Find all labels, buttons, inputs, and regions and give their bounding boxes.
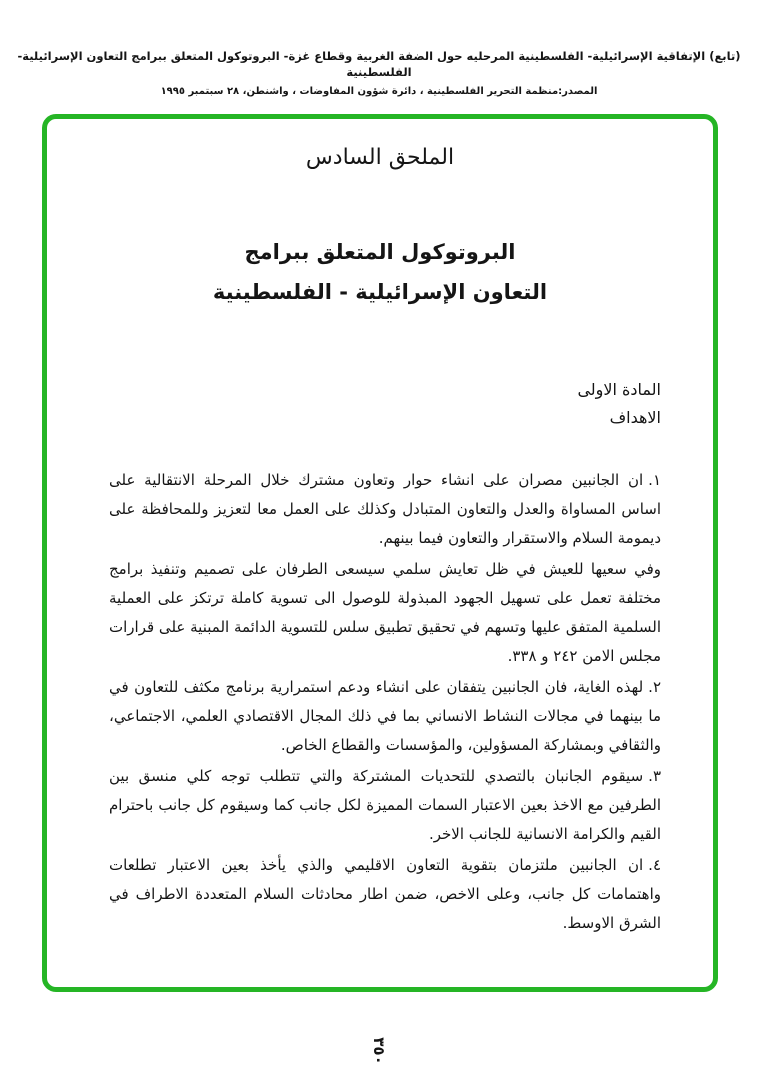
paragraph xyxy=(109,555,661,671)
paragraph-number: ٣. xyxy=(648,767,661,785)
header-title: (تابع) الإتفاقية الإسرائيلية- الفلسطينية المرحليه حول الضفة الغربية وقطاع غزة- البروتوكول المتعلق ببرامج التعاون الإسرائيلية- الفلسطينية xyxy=(17,49,741,79)
page-number: ٣٥٠ xyxy=(370,1037,388,1065)
paragraph-text: وفي سعيها للعيش في ظل تعايش سلمي سيسعى الطرفان على تصميم وتنفيذ برامج مختلفة تعمل على تسهيل الجهود المبذولة للوصول الى تسوية كاملة ترتكز على العملية السلمية المتفق عليها وتسهم في تحقيق تطبيق سلس للتسوية الدائمة المبنية على قرارات مجلس الامن ٢٤٢ و ٣٣٨. xyxy=(109,560,661,665)
article-heading: المادة الاولى xyxy=(577,380,661,399)
paragraph xyxy=(109,851,661,938)
paragraph-number: ٢. xyxy=(648,678,661,696)
paragraph-text: ان الجانبين مصران على انشاء حوار وتعاون مشترك خلال المرحلة الانتقالية على اساس المساواة والعدل والتعاون المتبادل وكذلك على العمل معا لتعزيز وللمحافظة على ديمومة السلام والاستقرار والتعاون فيما بينهم. xyxy=(109,471,661,547)
paragraph-text: ان الجانبين ملتزمان بتقوية التعاون الاقليمي والذي يأخذ بعين الاعتبار تطلعات واهتمامات كل جانب، وعلى الاخص، ضمن اطار محادثات السلام المتعددة الاطراف في الشرق الاوسط. xyxy=(109,856,661,932)
paragraph-number: ٤. xyxy=(648,856,661,874)
protocol-title-line1: البروتوكول المتعلق ببرامج xyxy=(244,240,516,264)
protocol-title-line2: التعاون الإسرائيلية - الفلسطينية xyxy=(212,280,548,304)
paragraph-list xyxy=(47,466,713,938)
document-header xyxy=(10,48,748,101)
paragraph-text: لهذه الغاية، فان الجانبين يتفقان على انشاء ودعم استمرارية برنامج مكثف للتعاون في ما بينهما في مجالات النشاط الانساني بما في ذلك المجال الاقتصادي العلمي، الاجتماعي، والثقافي وبمشاركة المسؤولين، والمؤسسات والقطاع الخاص. xyxy=(109,678,661,754)
page-frame xyxy=(42,114,718,992)
annex-title: الملحق السادس xyxy=(305,145,455,170)
article-subheading: الاهداف xyxy=(609,408,661,427)
paragraph xyxy=(109,673,661,760)
paragraph-number: ١. xyxy=(648,471,661,489)
article-block xyxy=(47,378,713,430)
paragraph xyxy=(109,466,661,553)
header-source: المصدر:منظمة التحرير الفلسطينية ، دائرة شؤون المفاوضات ، واشنطن، ٢٨ سبتمبر ١٩٩٥ xyxy=(160,86,598,97)
protocol-title xyxy=(47,232,713,312)
paragraph xyxy=(109,762,661,849)
paragraph-text: سيقوم الجانبان بالتصدي للتحديات المشتركة والتي تتطلب توجه كلي منسق بين الطرفين مع الاخذ بعين الاعتبار السمات المميزة لكل جانب كما وسيقوم كل جانب باحترام القيم والكرامة الانسانية للجانب الاخر. xyxy=(109,767,661,843)
